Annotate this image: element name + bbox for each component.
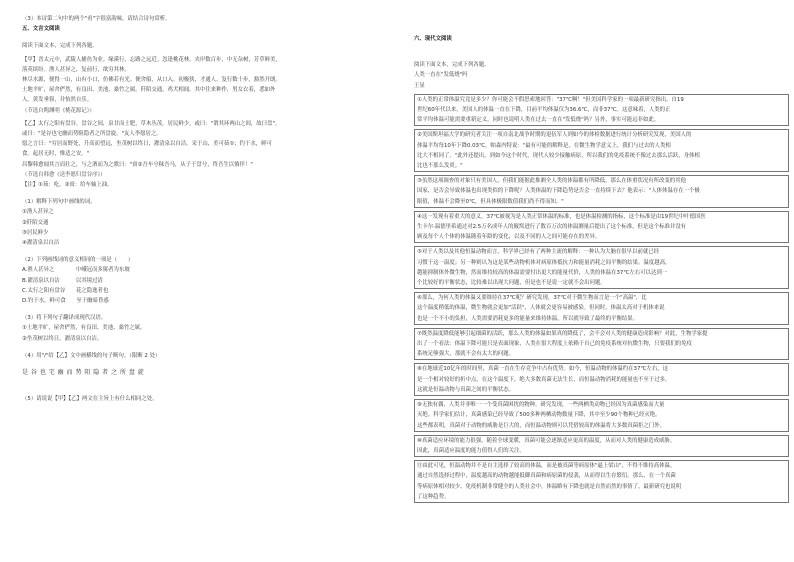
paragraph-line: 国家，是否会导致体温也出现类似的下降呢？人类体温的下降趋势是否会一直持续下去？他表示："人体体温存在一个极	[417, 188, 700, 195]
poem-question-3: （3）本诗第二句中的两个"看"字很富韵味，请结合诗句赏析。	[22, 16, 171, 22]
paragraph-line: ②美国斯坦福大学的研究者关注一项自南北战争时期的退伍军人到如今的体检数据进行统计分析研究发现，美国人的	[417, 132, 692, 139]
article-paragraph	[414, 435, 789, 457]
paragraph-line: ④这一发现有着重大的意义。37℃被视为是人类正常体温的标准，也是体温检测的指标，这个标准是由19世纪中叶德国医	[417, 213, 706, 220]
paragraph-line: 世纪60年代以来，美国人的体温一直在下降，目前平均体温仅为36.6℃，而非37℃。这意味着，人类的正	[417, 107, 671, 114]
paragraph-line: 也是一个不小的负担，人类需要消耗更多的能量来维持体温，所以就导致了最终的平衡结果。	[417, 315, 639, 322]
paragraph-line: 系统足够强大，那就不会有太大的问题。	[417, 351, 515, 358]
paragraph-line: ⑩真菌适应环境的能力很强，随着全球变暖，真菌可能会逐渐适应更高的温度，从而对人类的健康造成威胁。	[417, 437, 676, 444]
passage-a-line: 【甲】晋太元中，武陵人捕鱼为业。缘溪行，忘路之远近。忽逢桃花林，夹岸数百步，中无杂树，芳草鲜美，	[22, 56, 281, 63]
passage-b-line: 昌黎韩愈闻其言而壮之，与之酒而为之歌曰："膏②吾车兮秣吾马，从子于盘兮，终吾生以徜徉！"	[22, 161, 253, 168]
section-6-title: 六、现代文阅读	[414, 36, 452, 42]
annotation-notes: 【注】①茹：吃。②膏：给车轴上油。	[22, 182, 113, 189]
paragraph-line: 习惯于这一温度；另一种则认为这是某些动物机体对病原体抵抗力和能量消耗之间平衡的结果。温度越高，	[417, 259, 671, 266]
question-2-option-d: D.钓于水，鲜可食 至于幽暗昏惑	[22, 298, 109, 305]
paragraph-line: 个比较好的平衡状态，比较难以出现大问题，但是也不是说一定就不会出问题。	[417, 280, 606, 287]
question-4-sentence: 是 谷 也 宅 幽 而 势 阻 隐 者 之 所 盘 旋	[22, 369, 145, 377]
passage-a-source: （节选自陶渊明《桃花源记》）	[22, 107, 95, 114]
left-column	[22, 0, 397, 405]
paragraph-line: 是一个相对较好的折中点，在这个温度下，绝大多数真菌无法生长，而恒温动物消耗的能量也不至于过多，	[417, 376, 671, 383]
paragraph-line: 常平均体温可能需要重新定义，同时也说明人类在过去一直在"发低烧"吗？另外，事实可能远非如此。	[417, 117, 660, 124]
paragraph-line: ⑥那么，为何人类的体温又要维持在37℃呢？研究发现，37℃对于微生物而言是一个"高温"，比	[417, 295, 647, 302]
question-3	[22, 313, 397, 344]
question-2-stem: （2）下列画线词的意义相同的一项是（ ）	[22, 257, 134, 264]
question-3-item: ②坐茂树以终日，濯清泉以自洁。	[22, 335, 103, 342]
article-author: 王显	[414, 82, 425, 89]
passage-b-line: 【乙】太行之阳有盘谷。盘谷之间，泉甘而土肥，草木丛茂，居民鲜少。或曰："谓其环两山之间，故曰盘"。	[22, 120, 281, 127]
passage-b-line: 食。起居无时，惟适之安。"	[22, 151, 90, 158]
paragraph-line: ③虽然这项调查的对象只有美国人，但我们能据此推测全人类的体温都有所降低，那么在体重状况有所改变的其他	[417, 178, 686, 185]
passage-b-source: （节选自韩愈《送李愿归盘谷序》）	[22, 171, 106, 178]
paragraph-line: 体温平均每10年下降0.03℃。帕森内特说："最有可能的解释是，在微生物学意义上，我们与过去的人类相	[417, 142, 671, 149]
paragraph-line: 顾及每个人个体的体温随着年龄的变化，以及不同的人之间可能存在的差异。	[417, 234, 601, 241]
question-1	[22, 197, 397, 248]
paragraph-line: 越能抑制体外微生物，然而维持较高的体温需要付出更大的能量代价，人类的体温在37℃左右可以达到一	[417, 269, 668, 276]
passage-b-line: 愿之言曰："穷居而野处，升高而望远，坐茂树以终日，濯清泉以自洁。采于山，美可茹①；钓于水，鲜可	[22, 141, 272, 148]
article-paragraph	[414, 246, 789, 289]
question-2-option-b: B.濯清泉以自洁 以其境过清	[22, 277, 103, 284]
paragraph-line: ⑤对于人类以及其他恒温动物而言，科学界已经有了两种主流的解释：一种认为大脑在很早以前就已经	[417, 249, 660, 256]
question-1-item: ①渔人甚异之	[22, 209, 54, 216]
article-paragraph	[414, 292, 789, 325]
passage-b-line: 或曰："是谷也宅幽而势阻隐者之所盘旋。"友人李愿居之。	[22, 131, 162, 138]
paragraph-line: 比也不那么发炎。"	[417, 163, 463, 170]
paragraph-line: 等病原体相对较少、免疫机制非常健全的人类社会中，体温略有下降也就是自然而然的事情了。最新研究也说明	[417, 483, 682, 490]
article-paragraph	[414, 175, 789, 208]
paragraph-line: 灭绝。科学家们估计，真菌感染已经导致了500多种两栖动物数量下降，其中至少90个物种已经灭绝。	[417, 412, 661, 419]
passage-a-line: 林尽水源，便得一山，山有小口，仿佛若有光。便舍船，从口入。初极狭，才通人。复行数十步，豁然开朗。	[22, 77, 281, 84]
question-1-item: ②阡陌交通	[22, 219, 49, 226]
article-paragraph	[414, 460, 789, 503]
paragraph-line: 出了一个看法：体温下降可能只是表面现象，人类在很大程度上依赖于自己的免疫系统对抗微生物，只要我们的免疫	[417, 341, 692, 348]
article-title: 人类一直在"发低烧"吗	[414, 72, 468, 79]
question-5-stem: （5）请说说【甲】【乙】两文在主旨上有什么相同之处。	[22, 396, 158, 403]
paragraph-line: ⑪由此可见，恒温动物并不是自主选择了较高的体温，而是被真菌等病原体"逼上梁山"，不得不维持高体温。	[417, 463, 676, 470]
article-paragraph	[414, 328, 789, 361]
question-2-option-a: A.渔人甚异之 中峨冠而多髯者为东坡	[22, 267, 130, 274]
question-2-option-c: C.太行之阳有盘谷 花之隐逸者也	[22, 287, 109, 294]
paragraph-line: 这就是恒温动物与真菌之间的平衡状态。	[417, 386, 515, 393]
question-1-item: ③居民鲜少	[22, 229, 49, 236]
paragraph-line: 这个温度稍低的体温，微生物就会更加"活跃"，人体就会更容易被感染。但同时，体温太高对于机体来说	[417, 305, 665, 312]
paragraph-line: ①人类的正常体温究竟是多少？你可能会不假思索地回答："37℃啊！"但美国科学家的一项最新研究指出，自19	[417, 96, 684, 103]
question-1-stem: （1）解释下列句中画线的词。	[22, 199, 96, 206]
paragraph-line: ⑧在地球近10亿年的时间里，真菌一直在生存竞争中占有优势。如今，恒温动物的体温约在37℃左右，这	[417, 366, 669, 373]
paragraph-line: 通过自然选择过程中，温度越高的动物越能抵御真菌和病原菌的侵袭，从而得以生存繁衍。那么，在一个真菌	[417, 473, 676, 480]
paragraph-line: 这些都表明，真菌对于动物的威胁是巨大的，而恒温动物则可以凭借较高的体温将大多数真菌拒之门外。	[417, 422, 665, 429]
paragraph-line: ⑨无独有偶，人类并非唯一一个受真菌困扰的物种。研究发现，一些两栖类动物已经因为真菌感染而大量	[417, 402, 665, 409]
article-paragraph	[414, 363, 789, 396]
question-1-item: ④濯清泉以自洁	[22, 240, 60, 247]
article-paragraph	[414, 129, 789, 172]
paragraph-line: ⑦既然温度降低能够引起细菌的活跃，那么人类的体温如果真的降低了，会不会对人类的健康造成影响？对此，生物学家提	[417, 330, 708, 337]
reading-instruction: 阅读下面文本，完成下列各题。	[22, 43, 98, 50]
passage-a-line: 落英缤纷。渔人甚异之，复前行，欲穷其林。	[22, 66, 130, 73]
article-paragraph	[414, 399, 789, 432]
article-paragraph	[414, 94, 789, 127]
paragraph-line: 因此，真菌适应温度的能力值得人们的关注。	[417, 447, 525, 454]
question-4-stem: （4）用"/"给【乙】文中画横线的句子断句。（限断 2 处）	[22, 352, 161, 359]
question-4	[22, 351, 397, 378]
paragraph-line: 了这种趋势。	[417, 493, 450, 500]
passage-a	[22, 55, 397, 116]
paragraph-line: 生卡尔·温德里希通过对2.5万名成年人的腋窝进行了数百万次的体温测量后提出了这个标准，但是这个标准并没有	[417, 224, 687, 231]
question-2	[22, 255, 397, 306]
passage-a-line: 人。黄发垂髫，并怡然自乐。	[22, 97, 93, 104]
reading-instruction: 阅读下面文本，完成下列各题。	[414, 62, 490, 69]
right-column	[414, 0, 789, 503]
question-3-stem: （3）将下列句子翻译成现代汉语。	[22, 315, 107, 322]
passage-a-line: 土地平旷，屋舍俨然，有良田、美池、桑竹之属。阡陌交通，鸡犬相闻。其中往来种作，男女衣着，悉如外	[22, 87, 276, 94]
paragraph-line: 限值，体温不会降至0℃，但具体极限数值我们尚不得而知。"	[417, 198, 564, 205]
section-5-title: 五、文言文阅读	[22, 26, 60, 33]
question-3-item: ①土地平旷，屋舍俨然，有良田、美池、桑竹之属。	[22, 325, 146, 332]
article-paragraph	[414, 211, 789, 244]
question-5	[22, 394, 397, 404]
passage-b	[22, 119, 397, 180]
paragraph-line: 比大不相同了。"此外还提出，到如今这个时代，现代人较少接触病原，所以我们的免疫系统不像过去那么活跃，身体相	[417, 152, 700, 159]
